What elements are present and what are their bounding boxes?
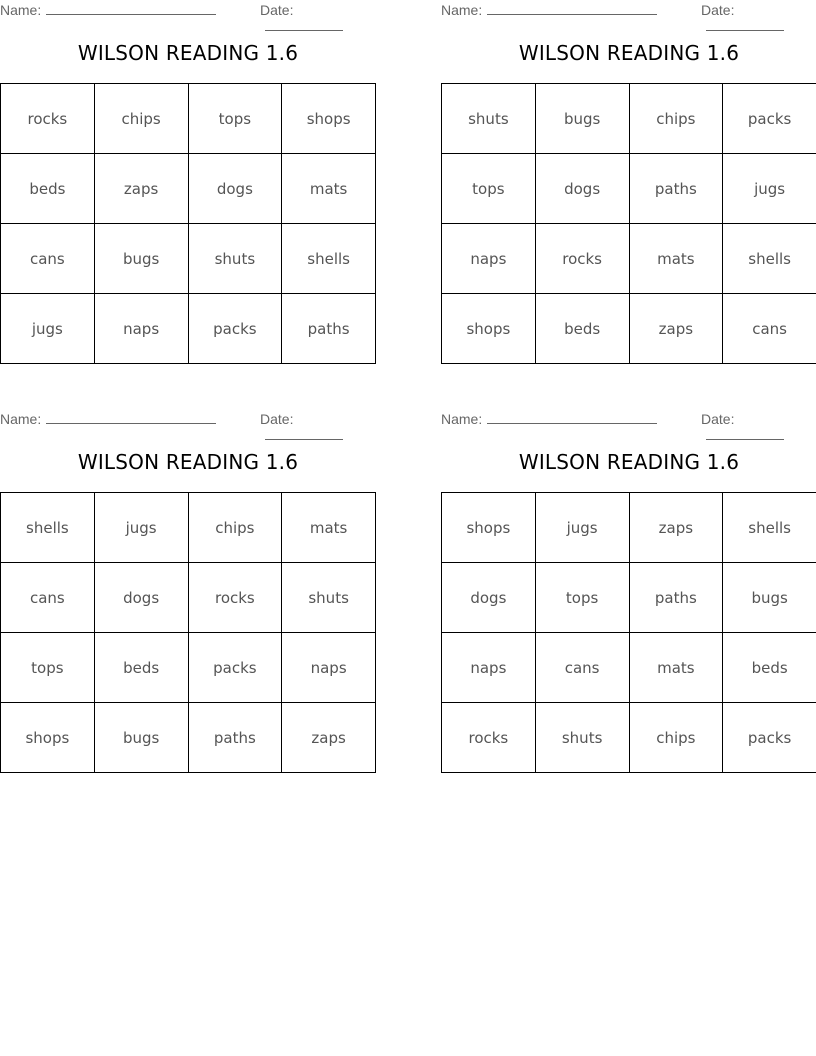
date-blank-line[interactable] — [265, 427, 343, 440]
grid-cell[interactable]: paths — [188, 703, 282, 773]
grid-cell[interactable]: jugs — [723, 154, 816, 224]
grid-cell[interactable]: tops — [442, 154, 536, 224]
date-blank-line[interactable] — [706, 18, 784, 31]
grid-row — [1, 493, 376, 563]
grid-cell[interactable]: naps — [94, 294, 188, 364]
grid-row — [442, 633, 816, 703]
grid-row — [442, 294, 816, 364]
grid-cell[interactable]: bugs — [535, 84, 629, 154]
grid-cell[interactable]: shuts — [188, 224, 282, 294]
grid-row — [1, 294, 376, 364]
grid-cell[interactable]: tops — [535, 563, 629, 633]
date-label: Date: — [701, 411, 735, 427]
word-grid — [0, 83, 376, 364]
grid-cell[interactable]: paths — [282, 294, 376, 364]
grid-row — [1, 703, 376, 773]
grid-cell[interactable]: shops — [442, 493, 536, 563]
grid-row — [442, 563, 816, 633]
bingo-card-3 — [0, 409, 376, 773]
grid-cell[interactable]: shops — [442, 294, 536, 364]
grid-cell[interactable]: jugs — [535, 493, 629, 563]
card-title: WILSON READING 1.6 — [77, 450, 299, 474]
grid-cell[interactable]: paths — [629, 563, 723, 633]
grid-cell[interactable]: bugs — [94, 224, 188, 294]
grid-cell[interactable]: shells — [723, 224, 816, 294]
grid-cell[interactable]: packs — [188, 294, 282, 364]
grid-cell[interactable]: mats — [282, 493, 376, 563]
grid-cell[interactable]: mats — [282, 154, 376, 224]
grid-cell[interactable]: packs — [188, 633, 282, 703]
date-blank-line[interactable] — [265, 18, 343, 31]
grid-cell[interactable]: dogs — [188, 154, 282, 224]
grid-row — [442, 224, 816, 294]
word-grid — [0, 492, 376, 773]
grid-cell[interactable]: zaps — [94, 154, 188, 224]
grid-cell[interactable]: rocks — [188, 563, 282, 633]
grid-cell[interactable]: chips — [188, 493, 282, 563]
grid-row — [442, 84, 816, 154]
card-header-fields — [0, 2, 376, 20]
date-label: Date: — [260, 411, 294, 427]
grid-cell[interactable]: bugs — [94, 703, 188, 773]
grid-cell[interactable]: shuts — [442, 84, 536, 154]
grid-cell[interactable]: shells — [282, 224, 376, 294]
bingo-card-2 — [441, 0, 816, 364]
grid-cell[interactable]: chips — [629, 84, 723, 154]
grid-cell[interactable]: mats — [629, 224, 723, 294]
grid-cell[interactable]: beds — [94, 633, 188, 703]
grid-row — [442, 154, 816, 224]
grid-cell[interactable]: naps — [442, 224, 536, 294]
grid-row — [1, 633, 376, 703]
grid-cell[interactable]: chips — [94, 84, 188, 154]
name-label: Name: — [441, 411, 483, 427]
grid-cell[interactable]: cans — [1, 224, 95, 294]
grid-cell[interactable]: rocks — [535, 224, 629, 294]
card-header-fields — [441, 411, 816, 429]
grid-cell[interactable]: naps — [442, 633, 536, 703]
grid-cell[interactable]: chips — [629, 703, 723, 773]
date-field[interactable] — [701, 411, 816, 443]
grid-cell[interactable]: packs — [723, 703, 816, 773]
grid-cell[interactable]: beds — [535, 294, 629, 364]
name-label: Name: — [441, 2, 483, 18]
name-field[interactable] — [0, 2, 216, 18]
grid-row — [1, 84, 376, 154]
grid-cell[interactable]: naps — [282, 633, 376, 703]
grid-cell[interactable]: rocks — [1, 84, 95, 154]
name-blank-line[interactable] — [46, 411, 216, 424]
name-field[interactable] — [441, 2, 657, 18]
grid-cell[interactable]: packs — [723, 84, 816, 154]
grid-row — [442, 703, 816, 773]
date-field[interactable] — [260, 2, 376, 34]
date-field[interactable] — [701, 2, 816, 34]
card-title: WILSON READING 1.6 — [518, 41, 740, 65]
card-title: WILSON READING 1.6 — [518, 450, 740, 474]
card-title: WILSON READING 1.6 — [77, 41, 299, 65]
date-blank-line[interactable] — [706, 427, 784, 440]
grid-cell[interactable]: zaps — [629, 294, 723, 364]
grid-cell[interactable]: shuts — [282, 563, 376, 633]
grid-row — [442, 493, 816, 563]
grid-cell[interactable]: zaps — [629, 493, 723, 563]
grid-cell[interactable]: jugs — [94, 493, 188, 563]
grid-cell[interactable]: cans — [535, 633, 629, 703]
date-label: Date: — [260, 2, 294, 18]
grid-cell[interactable]: shuts — [535, 703, 629, 773]
grid-cell[interactable]: dogs — [442, 563, 536, 633]
grid-row — [1, 224, 376, 294]
grid-cell[interactable]: paths — [629, 154, 723, 224]
word-grid — [441, 83, 816, 364]
card-header-fields — [0, 411, 376, 429]
name-blank-line[interactable] — [46, 2, 216, 15]
bingo-card-4 — [441, 409, 816, 773]
grid-cell[interactable]: shells — [1, 493, 95, 563]
date-label: Date: — [701, 2, 735, 18]
date-field[interactable] — [260, 411, 376, 443]
grid-row — [1, 154, 376, 224]
grid-cell[interactable]: shops — [282, 84, 376, 154]
grid-cell[interactable]: dogs — [94, 563, 188, 633]
card-header-fields — [441, 2, 816, 20]
grid-cell[interactable]: shells — [723, 493, 816, 563]
grid-cell[interactable]: mats — [629, 633, 723, 703]
grid-cell[interactable]: rocks — [442, 703, 536, 773]
grid-cell[interactable]: beds — [1, 154, 95, 224]
grid-cell[interactable]: zaps — [282, 703, 376, 773]
grid-cell[interactable]: bugs — [723, 563, 816, 633]
name-blank-line[interactable] — [487, 411, 657, 424]
grid-cell[interactable]: cans — [1, 563, 95, 633]
grid-cell[interactable]: cans — [723, 294, 816, 364]
name-label: Name: — [0, 2, 42, 18]
grid-cell[interactable]: shops — [1, 703, 95, 773]
grid-cell[interactable]: dogs — [535, 154, 629, 224]
grid-cell[interactable]: beds — [723, 633, 816, 703]
grid-row — [1, 563, 376, 633]
name-blank-line[interactable] — [487, 2, 657, 15]
grid-cell[interactable]: jugs — [1, 294, 95, 364]
bingo-card-1 — [0, 0, 376, 364]
grid-cell[interactable]: tops — [188, 84, 282, 154]
name-field[interactable] — [0, 411, 216, 427]
grid-cell[interactable]: tops — [1, 633, 95, 703]
word-grid — [441, 492, 816, 773]
name-field[interactable] — [441, 411, 657, 427]
name-label: Name: — [0, 411, 42, 427]
